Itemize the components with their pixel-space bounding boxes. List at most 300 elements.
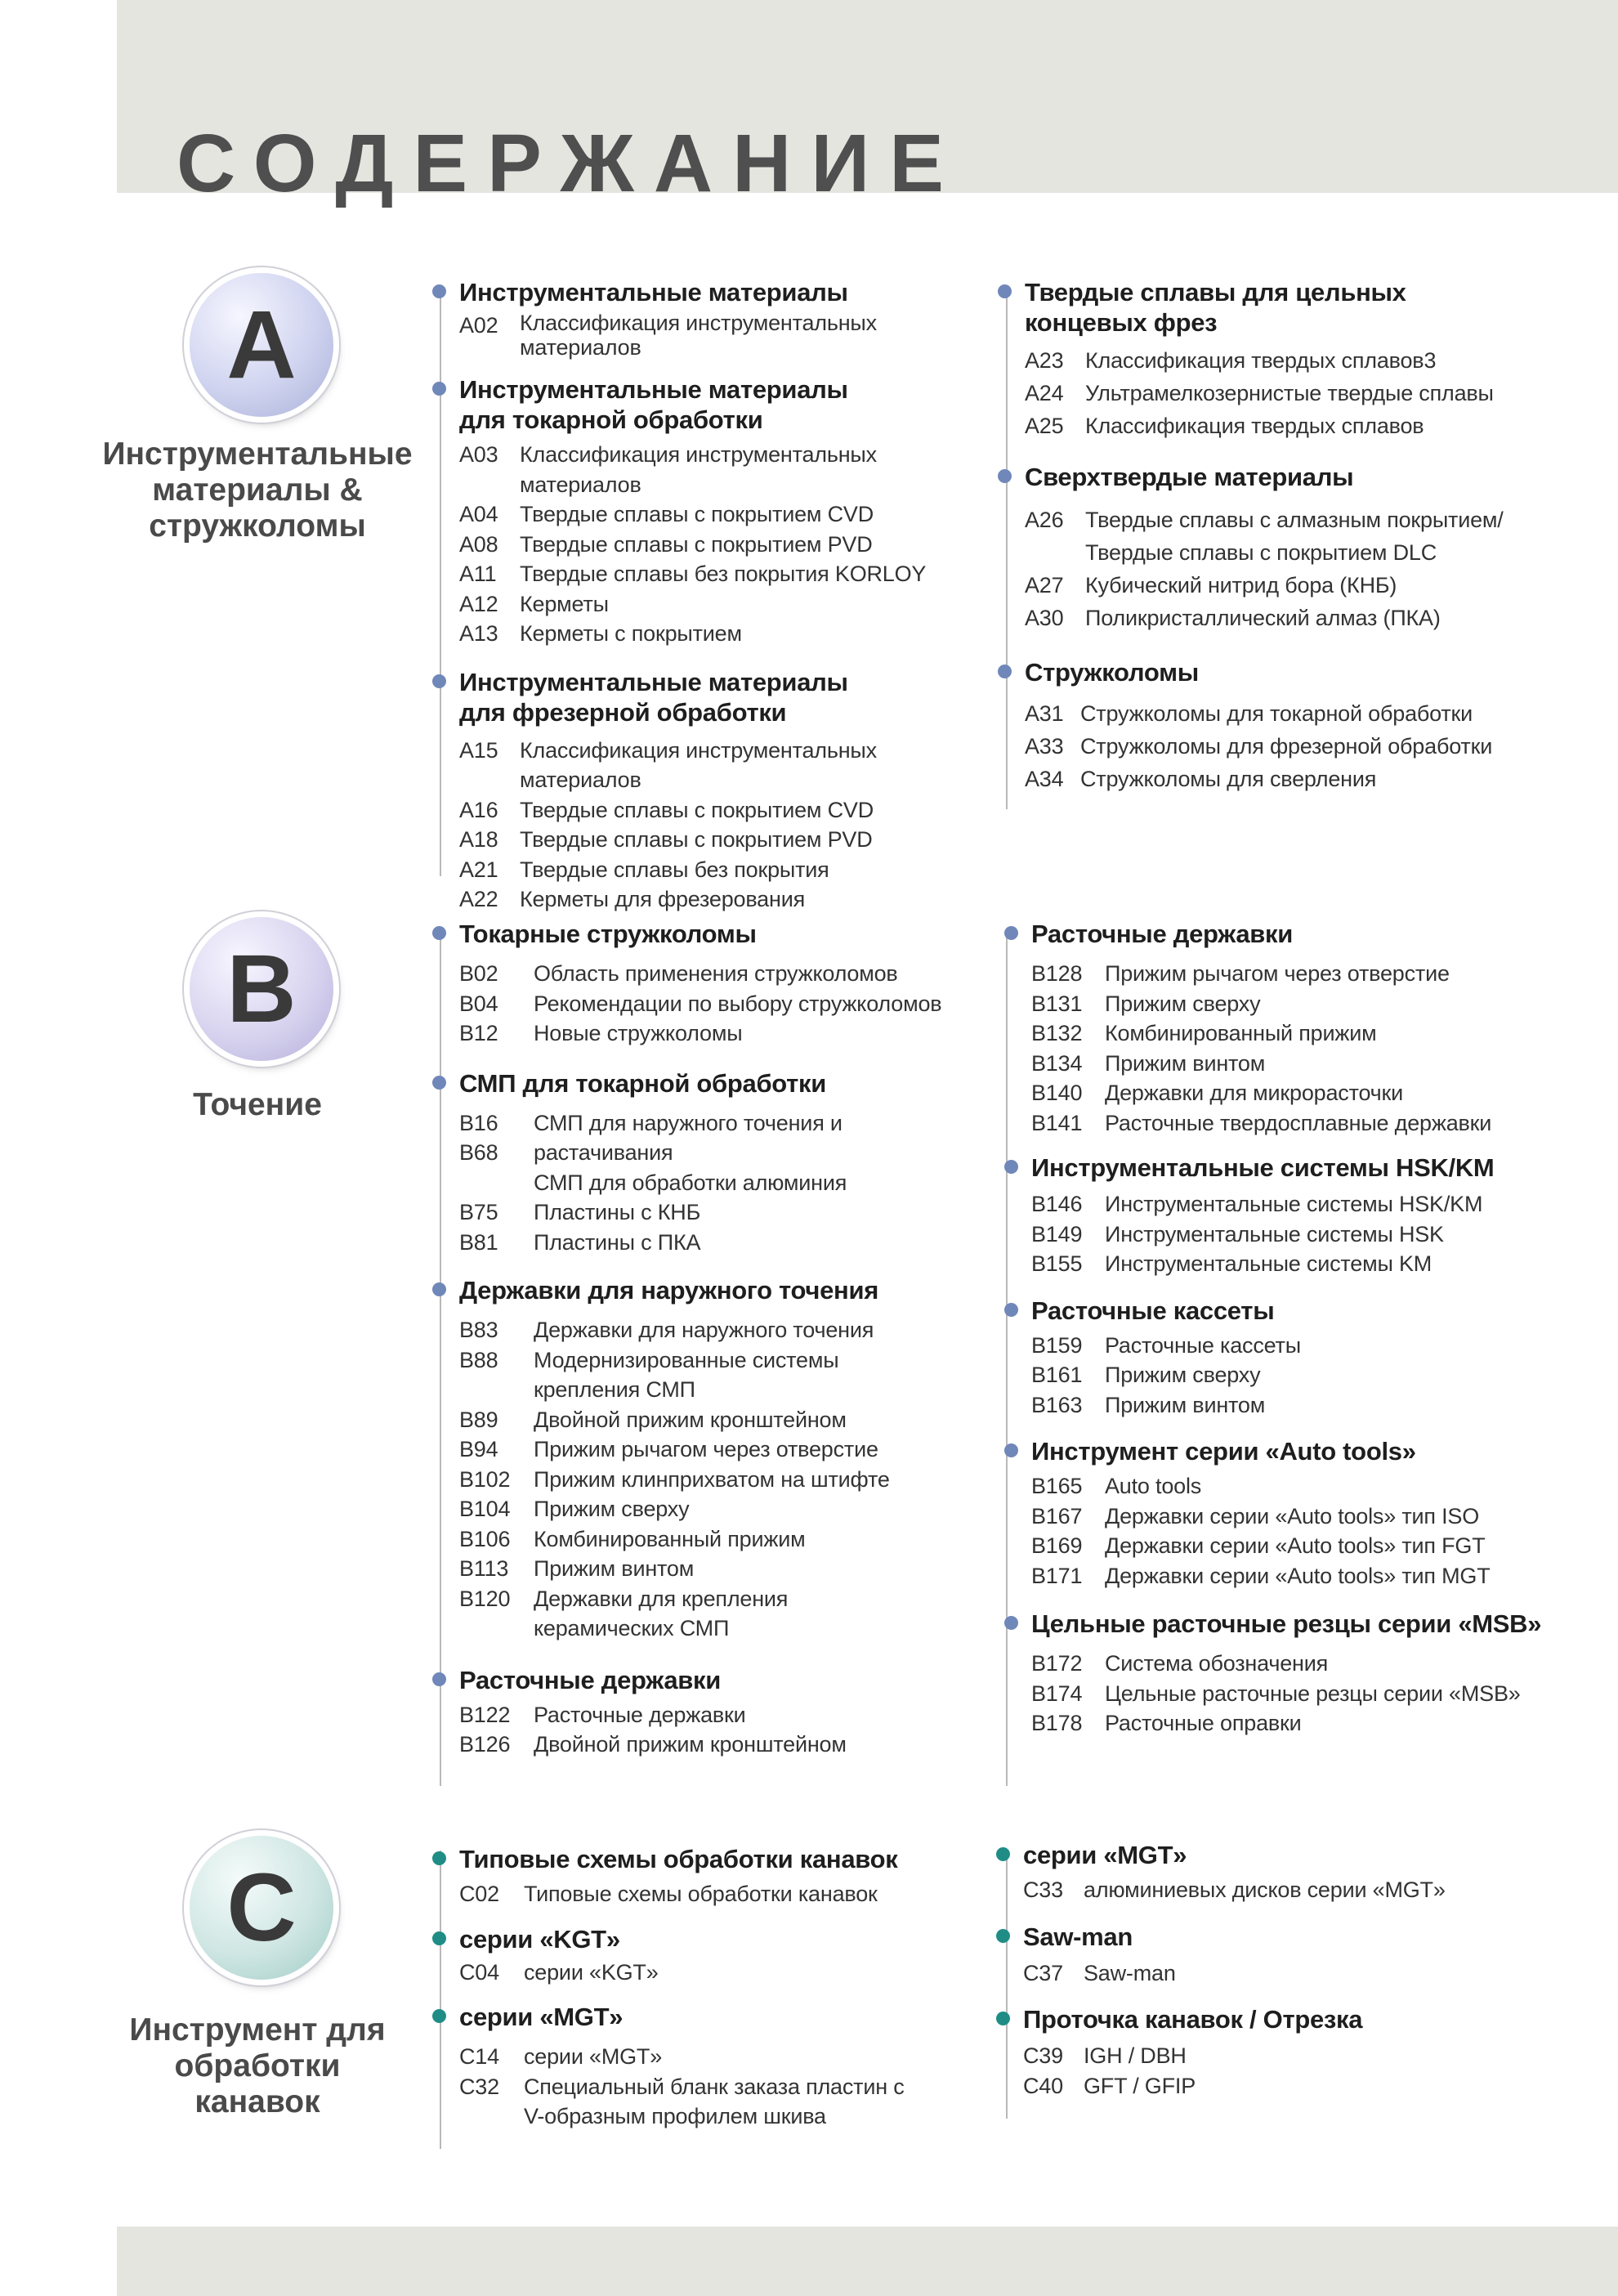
entry-label: Пластины с КНБ <box>534 1200 701 1224</box>
page-code: B172 <box>1031 1651 1083 1676</box>
toc-entry[interactable] <box>459 1405 999 1435</box>
toc-entry[interactable] <box>459 559 999 589</box>
toc-entry[interactable] <box>459 795 999 826</box>
entry-label: Державки для крепления керамических СМП <box>534 1586 789 1640</box>
divider-line <box>1006 932 1008 1786</box>
page-code: B141 <box>1031 1110 1083 1135</box>
toc-group <box>459 1275 999 1644</box>
toc-entry[interactable] <box>459 1584 999 1644</box>
page-code: B146 <box>1031 1192 1083 1216</box>
bullet-dot <box>432 1282 446 1296</box>
toc-entry[interactable] <box>459 1138 999 1197</box>
toc-entry[interactable] <box>459 736 999 795</box>
page-code: B134 <box>1031 1050 1083 1076</box>
entry-label: Твердые сплавы с покрытием PVD <box>520 531 873 557</box>
page-code: B126 <box>459 1732 511 1757</box>
toc-entry[interactable] <box>1031 1360 1587 1390</box>
page-code: A31 <box>1025 701 1064 726</box>
toc-group-title-text: Стружколомы <box>1025 658 1199 687</box>
page-code: A08 <box>459 531 498 557</box>
toc-entry[interactable] <box>459 530 999 560</box>
entry-label: Ультрамелкозернистые твердые сплавы <box>1085 381 1494 405</box>
toc-group-title <box>1031 1152 1587 1183</box>
section-letter: B <box>226 935 297 1043</box>
page-code: A12 <box>459 591 498 616</box>
entry-label: Рекомендации по выбору стружколомов <box>534 991 942 1016</box>
entry-label: Прижим винтом <box>534 1556 695 1581</box>
bullet-dot <box>1004 1616 1018 1630</box>
toc-entry[interactable] <box>459 2072 999 2132</box>
entry-label: Стружколомы для токарной обработки <box>1080 701 1473 726</box>
toc-entry[interactable] <box>459 589 999 620</box>
entry-label: Стружколомы для сверления <box>1080 767 1377 791</box>
page-code: A33 <box>1025 734 1064 759</box>
toc-entry[interactable] <box>459 1524 999 1555</box>
page-code: B167 <box>1031 1503 1083 1528</box>
page-code: B128 <box>1031 961 1083 986</box>
toc-entry[interactable] <box>1031 1331 1587 1361</box>
page-code: B12 <box>459 1021 498 1045</box>
bullet-dot <box>996 1929 1010 1943</box>
page-code: A22 <box>459 887 498 911</box>
toc-group-title <box>459 374 999 435</box>
page-code: B88 <box>459 1347 498 1372</box>
page-code: C04 <box>459 1959 499 1985</box>
toc-group-title <box>459 277 999 307</box>
entry-label: Инструментальные системы HSK/KM <box>1105 1192 1483 1216</box>
toc-group <box>459 2002 999 2132</box>
entry-label: Классификация инструментальных материалов <box>520 737 877 792</box>
toc-group <box>459 1665 999 1760</box>
entry-label: Комбинированный прижим <box>1105 1021 1377 1045</box>
toc-group-title <box>1031 1296 1587 1326</box>
section-c-label <box>86 2012 429 2120</box>
toc-group <box>459 1924 999 1988</box>
entry-label: IGH / DBH <box>1084 2043 1187 2068</box>
page-code: B68 <box>459 1140 498 1165</box>
toc-group <box>1031 1152 1587 1279</box>
toc-entry[interactable] <box>1025 602 1564 634</box>
page-code: B02 <box>459 961 498 986</box>
page-code: B104 <box>459 1497 511 1521</box>
entry-label: Твердые сплавы с покрытием CVD <box>520 502 874 526</box>
divider-line <box>440 293 441 876</box>
entry-label: Расточные державки <box>534 1702 746 1727</box>
entry-label: серии «MGT» <box>524 2044 663 2069</box>
page-code: B106 <box>459 1526 511 1551</box>
toc-group <box>1023 2004 1562 2101</box>
section-c-badge <box>190 1836 333 1980</box>
page-code: C40 <box>1023 2073 1063 2098</box>
entry-label: растачивания СМП для обработки алюминия <box>534 1140 847 1195</box>
entry-label: Область применения стружколомов <box>534 961 898 986</box>
toc-group <box>1031 1296 1587 1421</box>
page-code: C37 <box>1023 1960 1063 1985</box>
entry-label: СМП для наружного точения и <box>534 1110 843 1135</box>
page-code: A02 <box>459 313 498 338</box>
entry-label: Керметы с покрытием <box>520 621 742 646</box>
toc-entry[interactable] <box>459 619 999 649</box>
entry-label: Расточные оправки <box>1105 1711 1302 1735</box>
toc-group-title-text: серии «KGT» <box>459 1924 620 1954</box>
bullet-dot <box>998 284 1012 298</box>
toc-group <box>1023 1840 1562 1905</box>
toc-group-title-text: Расточные державки <box>459 1665 722 1694</box>
entry-label: Двойной прижим кронштейном <box>534 1407 847 1432</box>
toc-entry[interactable] <box>1031 1471 1587 1502</box>
bullet-dot <box>996 1847 1010 1861</box>
section-label-text: Инструментальные материалы & стружколомы <box>102 436 413 544</box>
entry-label: Инструментальные системы KM <box>1105 1251 1433 1276</box>
toc-group-title <box>459 1924 999 1954</box>
entry-label: Система обозначения <box>1105 1651 1329 1676</box>
toc-entry[interactable] <box>459 884 999 915</box>
bullet-dot <box>432 1851 446 1865</box>
page-code: B16 <box>459 1110 498 1135</box>
toc-group-title-text: Расточные кассеты <box>1031 1296 1275 1325</box>
toc-entry[interactable] <box>1023 1958 1562 1989</box>
toc-entry[interactable] <box>1025 504 1564 569</box>
bullet-dot <box>432 674 446 688</box>
toc-group <box>1031 919 1587 1138</box>
toc-group-title-text: Инструментальные материалы для токарной обработки <box>459 375 848 434</box>
entry-label: Державки для микрорасточки <box>1105 1081 1404 1105</box>
entry-label: Классификация твердых сплавов <box>1085 414 1424 438</box>
toc-entry[interactable] <box>459 855 999 885</box>
entry-label: Прижим клинприхватом на штифте <box>534 1466 890 1492</box>
bullet-dot <box>432 1931 446 1945</box>
toc-entry[interactable] <box>459 1879 999 1909</box>
toc-group-title <box>1025 277 1564 338</box>
toc-group <box>459 374 999 649</box>
page-title: СОДЕРЖАНИЕ <box>177 118 963 209</box>
entry-label: Прижим винтом <box>1105 1392 1266 1417</box>
entry-label: Прижим сверху <box>1105 1363 1261 1387</box>
toc-entry[interactable] <box>459 1554 999 1584</box>
toc-group-title-text: Инструментальные системы HSK/KM <box>1031 1153 1495 1182</box>
toc-group-title <box>1031 1609 1587 1639</box>
toc-group-title <box>1031 1436 1587 1466</box>
toc-group-title-text: Проточка канавок / Отрезка <box>1023 2005 1363 2034</box>
toc-entry[interactable] <box>1031 1108 1587 1139</box>
section-a-label <box>86 436 429 544</box>
entry-label: алюминиевых дисков серии «MGT» <box>1084 1878 1446 1902</box>
entry-label: Saw-man <box>1084 1960 1176 1985</box>
toc-group <box>1023 1922 1562 1989</box>
toc-entry[interactable] <box>459 311 999 360</box>
page-code: A13 <box>459 621 498 646</box>
toc-group <box>459 919 999 1049</box>
toc-entry[interactable] <box>1025 344 1564 377</box>
entry-label: Модернизированные системы крепления СМП <box>534 1347 839 1402</box>
toc-group <box>1031 1436 1587 1591</box>
entry-label: серии «KGT» <box>524 1959 659 1985</box>
bullet-dot <box>1004 1443 1018 1457</box>
toc-entry[interactable] <box>1023 2071 1562 2101</box>
toc-entry[interactable] <box>459 1345 999 1405</box>
entry-label: Державки серии «Auto tools» тип ISO <box>1105 1503 1480 1528</box>
toc-group-title <box>459 667 999 727</box>
divider-line <box>440 1851 441 2149</box>
page-code: A15 <box>459 737 498 763</box>
entry-label: Классификация инструментальных материалов <box>520 442 877 497</box>
bullet-dot <box>432 382 446 396</box>
entry-label: Твердые сплавы без покрытия KORLOY <box>520 562 927 586</box>
toc-entry[interactable] <box>1023 2041 1562 2071</box>
toc-entry[interactable] <box>459 1228 999 1258</box>
footer-band <box>117 2227 1618 2296</box>
toc-group-title-text: Инструментальные материалы <box>459 278 848 307</box>
entry-label: Новые стружколомы <box>534 1021 743 1045</box>
page-code: C14 <box>459 2044 499 2069</box>
toc-column-c-right <box>1023 1840 1562 2101</box>
bullet-dot <box>432 926 446 940</box>
entry-label: Кубический нитрид бора (КНБ) <box>1085 573 1397 597</box>
toc-group-title <box>459 2002 999 2032</box>
bullet-dot <box>1004 926 1018 940</box>
toc-entry[interactable] <box>459 959 999 989</box>
toc-entry[interactable] <box>1031 1049 1587 1079</box>
entry-label: Державки для наружного точения <box>534 1318 874 1342</box>
toc-entry[interactable] <box>1031 1708 1587 1739</box>
entry-label: Державки серии «Auto tools» тип FGT <box>1105 1533 1486 1558</box>
toc-group-title <box>1031 919 1587 949</box>
page-code: B94 <box>459 1437 498 1461</box>
divider-line <box>440 932 441 1786</box>
section-b-badge <box>190 917 333 1061</box>
toc-group <box>459 277 999 360</box>
toc-entry[interactable] <box>1031 1189 1587 1220</box>
page-code: A25 <box>1025 414 1064 438</box>
toc-entry[interactable] <box>1031 1078 1587 1108</box>
toc-group-title-text: Твердые сплавы для цельных концевых фрез <box>1025 278 1406 337</box>
toc-column-c-left <box>459 1844 999 2132</box>
toc-entry[interactable] <box>1023 1875 1562 1905</box>
entry-label: Пластины с ПКА <box>534 1229 701 1255</box>
toc-column-b-left <box>459 919 999 1760</box>
toc-group-title <box>1025 462 1564 492</box>
toc-group-title <box>1023 1840 1562 1870</box>
section-letter: A <box>226 291 297 399</box>
toc-entry[interactable] <box>1031 989 1587 1019</box>
bullet-dot <box>998 665 1012 678</box>
toc-group <box>459 1068 999 1258</box>
toc-group-title <box>1023 2004 1562 2034</box>
entry-label: Прижим винтом <box>1105 1050 1266 1076</box>
toc-group <box>459 667 999 915</box>
section-b-label <box>86 1087 429 1123</box>
entry-label: Расточные твердосплавные державки <box>1105 1110 1492 1135</box>
page-code: B155 <box>1031 1251 1083 1276</box>
section-letter: C <box>226 1854 297 1962</box>
toc-entry[interactable] <box>1031 1649 1587 1679</box>
toc-entry[interactable] <box>459 499 999 530</box>
page-code: B178 <box>1031 1711 1083 1735</box>
page-code: B81 <box>459 1229 498 1255</box>
section-label-text: Точение <box>193 1087 322 1122</box>
entry-label: Керметы <box>520 591 609 616</box>
entry-label: Твердые сплавы с покрытием CVD <box>520 797 874 822</box>
toc-entry[interactable] <box>1031 1531 1587 1561</box>
bullet-dot <box>432 1076 446 1090</box>
bullet-dot <box>1004 1303 1018 1317</box>
page-code: B120 <box>459 1586 511 1611</box>
toc-entry[interactable] <box>1025 730 1564 763</box>
toc-group-title-text: Saw-man <box>1023 1922 1133 1951</box>
entry-label: Державки серии «Auto tools» тип MGT <box>1105 1563 1491 1588</box>
toc-entry[interactable] <box>1031 1679 1587 1709</box>
page-code: B122 <box>459 1702 511 1727</box>
page-code: A24 <box>1025 381 1064 405</box>
bullet-dot <box>998 469 1012 483</box>
toc-column-a-left <box>459 277 999 915</box>
page-code: B102 <box>459 1466 511 1492</box>
section-a-badge <box>190 273 333 417</box>
page-code: B140 <box>1031 1081 1083 1105</box>
toc-group-title-text: Цельные расточные резцы серии «MSB» <box>1031 1609 1542 1638</box>
entry-label: Прижим рычагом через отверстие <box>534 1437 878 1461</box>
entry-label: Твердые сплавы с алмазным покрытием/ Твердые сплавы с покрытием DLC <box>1085 508 1504 565</box>
page-code: B161 <box>1031 1363 1083 1387</box>
toc-entry[interactable] <box>1031 1502 1587 1532</box>
toc-entry[interactable] <box>1031 1390 1587 1421</box>
page-code: B171 <box>1031 1563 1083 1588</box>
toc-group-title-text: серии «MGT» <box>1023 1841 1187 1869</box>
bullet-dot <box>432 1672 446 1686</box>
toc-entry[interactable] <box>1025 569 1564 602</box>
toc-group-title-text: СМП для токарной обработки <box>459 1068 827 1098</box>
toc-entry[interactable] <box>459 1018 999 1049</box>
toc-entry[interactable] <box>459 825 999 855</box>
page-code: B113 <box>459 1556 509 1581</box>
toc-group <box>1025 277 1564 442</box>
toc-entry[interactable] <box>459 1465 999 1495</box>
toc-column-a-right <box>1025 277 1564 795</box>
toc-group-title <box>459 1275 999 1305</box>
page-code: B159 <box>1031 1332 1083 1358</box>
entry-label: Цельные расточные резцы серии «MSB» <box>1105 1681 1521 1706</box>
toc-entry[interactable] <box>1025 410 1564 442</box>
toc-entry[interactable] <box>1031 959 1587 989</box>
page-code: A21 <box>459 857 498 882</box>
toc-group <box>1025 657 1564 795</box>
toc-group-title-text: Токарные стружколомы <box>459 920 757 948</box>
page-code: A27 <box>1025 573 1064 597</box>
toc-entry[interactable] <box>1031 1018 1587 1049</box>
page-code: B132 <box>1031 1021 1083 1045</box>
entry-label: Прижим рычагом через отверстие <box>1105 961 1450 986</box>
page-code: B149 <box>1031 1221 1083 1246</box>
toc-column-b-right <box>1031 919 1587 1739</box>
toc-group <box>1031 1609 1587 1739</box>
entry-label: Поликристаллический алмаз (ПКА) <box>1085 606 1441 630</box>
entry-label: Твердые сплавы без покрытия <box>520 857 829 882</box>
toc-group-title <box>459 1844 999 1874</box>
page-code: C39 <box>1023 2043 1063 2068</box>
toc-group-title <box>1025 657 1564 687</box>
entry-label: Типовые схемы обработки канавок <box>524 1882 878 1906</box>
toc-entry[interactable] <box>1031 1220 1587 1250</box>
page-code: A11 <box>459 562 497 586</box>
bullet-dot <box>996 2012 1010 2025</box>
toc-entry[interactable] <box>459 1958 999 1988</box>
entry-label: Стружколомы для фрезерной обработки <box>1080 734 1493 759</box>
toc-entry[interactable] <box>459 1434 999 1465</box>
toc-entry[interactable] <box>459 1730 999 1760</box>
page-code: A30 <box>1025 606 1064 630</box>
entry-label: Auto tools <box>1105 1474 1202 1498</box>
toc-entry[interactable] <box>1025 377 1564 410</box>
divider-line <box>1006 293 1008 809</box>
entry-label: GFT / GFIP <box>1084 2073 1196 2098</box>
toc-entry[interactable] <box>459 1315 999 1345</box>
toc-group-title-text: Сверхтвердые материалы <box>1025 463 1354 491</box>
entry-label: Специальный бланк заказа пластин с V-образным профилем шкива <box>524 2074 905 2128</box>
toc-group-title <box>459 1665 999 1695</box>
toc-entry[interactable] <box>1031 1561 1587 1591</box>
page-code: B163 <box>1031 1392 1083 1417</box>
entry-label: Классификация твердых сплавов3 <box>1085 348 1437 373</box>
page-code: B04 <box>459 991 498 1016</box>
page-code: B75 <box>459 1200 498 1224</box>
toc-group-title <box>459 919 999 949</box>
toc-entry[interactable] <box>1025 763 1564 795</box>
toc-entry[interactable] <box>459 2042 999 2072</box>
page-code: C32 <box>459 2074 499 2099</box>
page-code: A18 <box>459 827 498 852</box>
toc-entry[interactable] <box>459 989 999 1019</box>
toc-group-title-text: Инструмент серии «Auto tools» <box>1031 1437 1416 1466</box>
bullet-dot <box>432 2009 446 2023</box>
page-code: B169 <box>1031 1533 1083 1558</box>
toc-group-title <box>459 1068 999 1099</box>
page-code: A26 <box>1025 508 1064 532</box>
entry-label: Керметы для фрезерования <box>520 887 805 911</box>
page-code: B83 <box>459 1318 498 1342</box>
toc-entry[interactable] <box>459 440 999 499</box>
entry-label: Классификация инструментальных материалов <box>520 311 877 360</box>
page-code: A16 <box>459 797 498 822</box>
toc-group-title <box>1023 1922 1562 1952</box>
page-code: B89 <box>459 1407 498 1432</box>
entry-label: Двойной прижим кронштейном <box>534 1732 847 1757</box>
toc-group-title-text: Расточные державки <box>1031 920 1294 948</box>
toc-entry[interactable] <box>459 1700 999 1730</box>
toc-entry[interactable] <box>1031 1249 1587 1279</box>
page-code: A23 <box>1025 348 1064 373</box>
page-code: B165 <box>1031 1474 1083 1498</box>
entry-label: Твердые сплавы с покрытием PVD <box>520 827 873 852</box>
toc-entry[interactable] <box>1025 697 1564 730</box>
page-code: B131 <box>1031 991 1083 1016</box>
toc-entry[interactable] <box>459 1197 999 1228</box>
toc-group-title-text: серии «MGT» <box>459 2003 624 2031</box>
entry-label: Прижим сверху <box>534 1497 690 1521</box>
entry-label: Расточные кассеты <box>1105 1332 1301 1358</box>
entry-label: Инструментальные системы HSK <box>1105 1221 1444 1246</box>
page-code: C33 <box>1023 1878 1063 1902</box>
toc-entry[interactable] <box>459 1108 999 1139</box>
toc-group-title-text: Инструментальные материалы для фрезерной обработки <box>459 667 848 727</box>
toc-entry[interactable] <box>459 1494 999 1524</box>
toc-group <box>1025 462 1564 634</box>
divider-line <box>1006 1851 1008 2119</box>
entry-label: Прижим сверху <box>1105 991 1261 1016</box>
page-code: B174 <box>1031 1681 1083 1706</box>
page-code: A03 <box>459 442 498 467</box>
page-code: A04 <box>459 502 498 526</box>
bullet-dot <box>1004 1160 1018 1174</box>
